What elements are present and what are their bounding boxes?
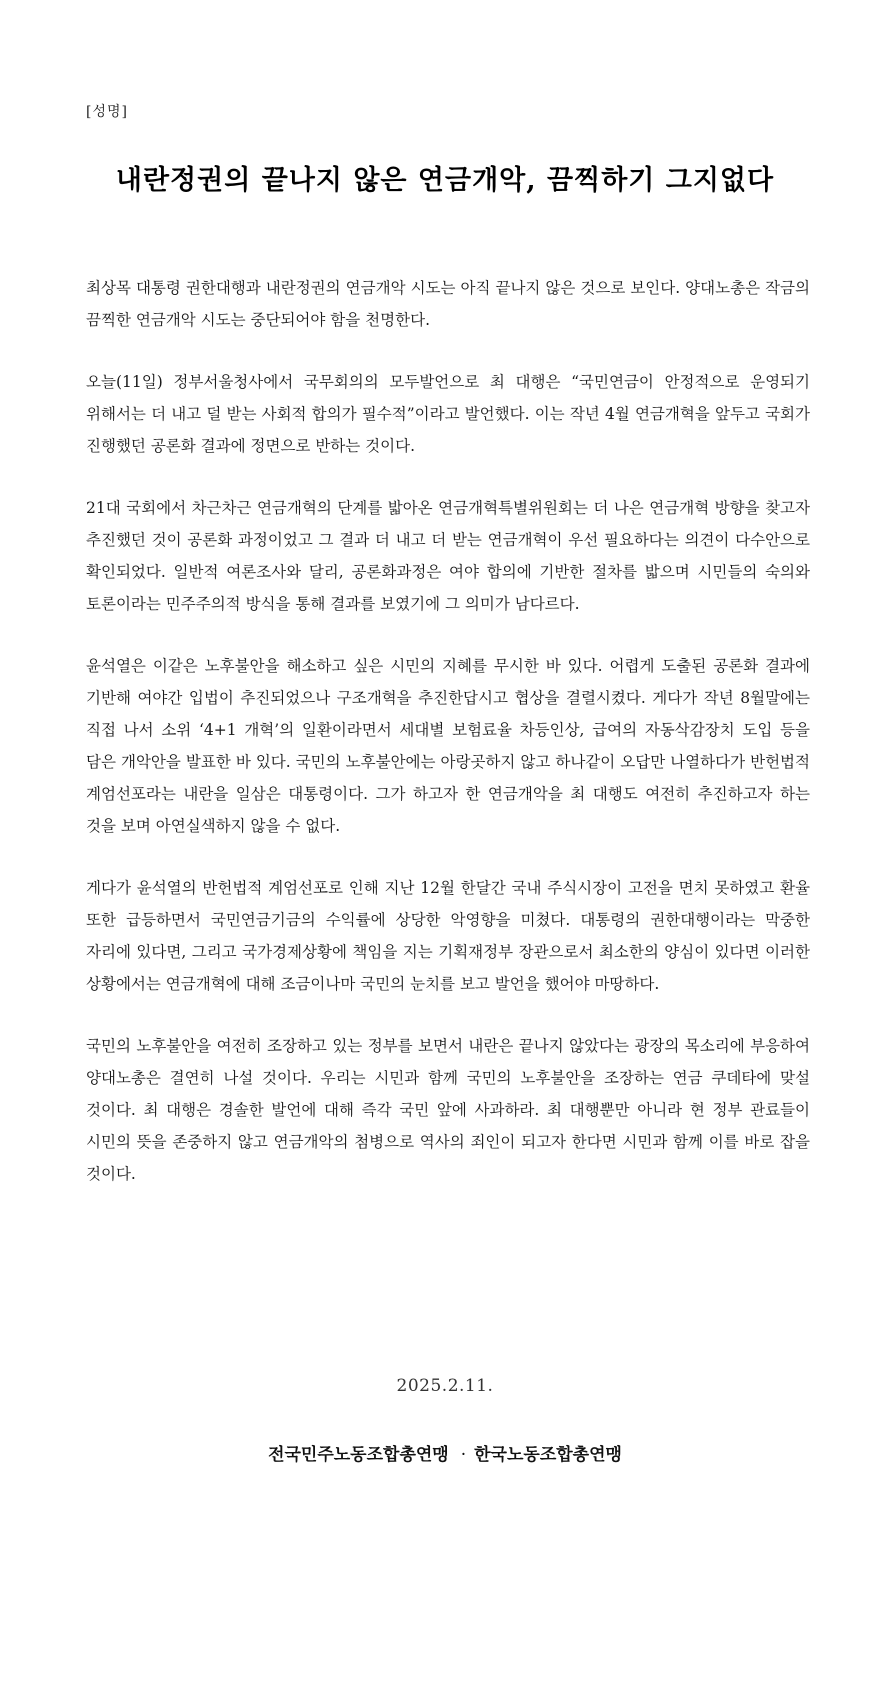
- statement-body: [86, 272, 810, 1220]
- statement-title: 내란정권의 끝나지 않은 연금개악, 끔찍하기 그지없다: [115, 165, 775, 196]
- signatory-kctu: 전국민주노동조합총연맹: [268, 1445, 449, 1465]
- signatory-fktu: 한국노동조합총연맹: [474, 1445, 622, 1465]
- document-type-label: [성명]: [86, 104, 128, 120]
- paragraph-6: 국민의 노후불안을 여전히 조장하고 있는 정부를 보면서 내란은 끝나지 않았다는 광장의 목소리에 부응하여 양대노총은 결연히 나설 것이다. 우리는 시민과 함께 국민의 노후불안을 조장하는 연금 쿠데타에 맞설 것이다. 최 대행은 경솔한 발언에 대해 즉각 국민 앞에 사과하라. 최 대행뿐만 아니라 현 정부 관료들이 시민의 뜻을 존중하지 않고 연금개악의 첨병으로 역사의 죄인이 되고자 한다면 시민과 함께 이를 바로 잡을 것이다.: [86, 1037, 810, 1183]
- paragraph-1: 최상목 대통령 권한대행과 내란정권의 연금개악 시도는 아직 끝나지 않은 것으로 보인다. 양대노총은 작금의 끔찍한 연금개악 시도는 중단되어야 함을 천명한다.: [86, 279, 810, 329]
- paragraph-3: 21대 국회에서 차근차근 연금개혁의 단계를 밟아온 연금개혁특별위원회는 더 나은 연금개혁 방향을 찾고자 추진했던 것이 공론화 과정이었고 그 결과 더 내고 더 받는 연금개혁이 우선 필요하다는 의견이 다수안으로 확인되었다. 일반적 여론조사와 달리, 공론화과정은 여야 합의에 기반한 절차를 밟으며 시민들의 숙의와 토론이라는 민주주의적 방식을 통해 결과를 보였기에 그 의미가 남다르다.: [86, 499, 810, 613]
- signatory-separator: ·: [460, 1445, 467, 1465]
- paragraph-5: 게다가 윤석열의 반헌법적 계엄선포로 인해 지난 12월 한달간 국내 주식시장이 고전을 면치 못하였고 환율 또한 급등하면서 국민연금기금의 수익률에 상당한 악영향을 미쳤다. 대통령의 권한대행이라는 막중한 자리에 있다면, 그리고 국가경제상황에 책임을 지는 기획재정부 장관으로서 최소한의 양심이 있다면 이러한 상황에서는 연금개혁에 대해 조금이나마 국민의 눈치를 보고 발언을 했어야 마땅하다.: [86, 879, 810, 993]
- paragraph-2: 오늘(11일) 정부서울청사에서 국무회의의 모두발언으로 최 대행은 “국민연금이 안정적으로 운영되기 위해서는 더 내고 덜 받는 사회적 합의가 필수적”이라고 발언했다. 이는 작년 4월 연금개혁을 앞두고 국회가 진행했던 공론화 결과에 정면으로 반하는 것이다.: [86, 373, 810, 455]
- signatories: [0, 1440, 890, 1465]
- paragraph-4: 윤석열은 이같은 노후불안을 해소하고 싶은 시민의 지혜를 무시한 바 있다. 어렵게 도출된 공론화 결과에 기반해 여야간 입법이 추진되었으나 구조개혁을 추진한답시고 협상을 결렬시켰다. 게다가 작년 8월말에는 직접 나서 소위 ‘4+1 개혁’의 일환이라면서 세대별 보험료율 차등인상, 급여의 자동삭감장치 도입 등을 담은 개악안을 발표한 바 있다. 국민의 노후불안에는 아랑곳하지 않고 하나같이 오답만 나열하다가 반헌법적 계엄선포라는 내란을 일삼은 대통령이다. 그가 하고자 한 연금개악을 최 대행도 여전히 추진하고자 하는 것을 보며 아연실색하지 않을 수 없다.: [86, 657, 810, 835]
- statement-date: 2025.2.11.: [396, 1376, 494, 1396]
